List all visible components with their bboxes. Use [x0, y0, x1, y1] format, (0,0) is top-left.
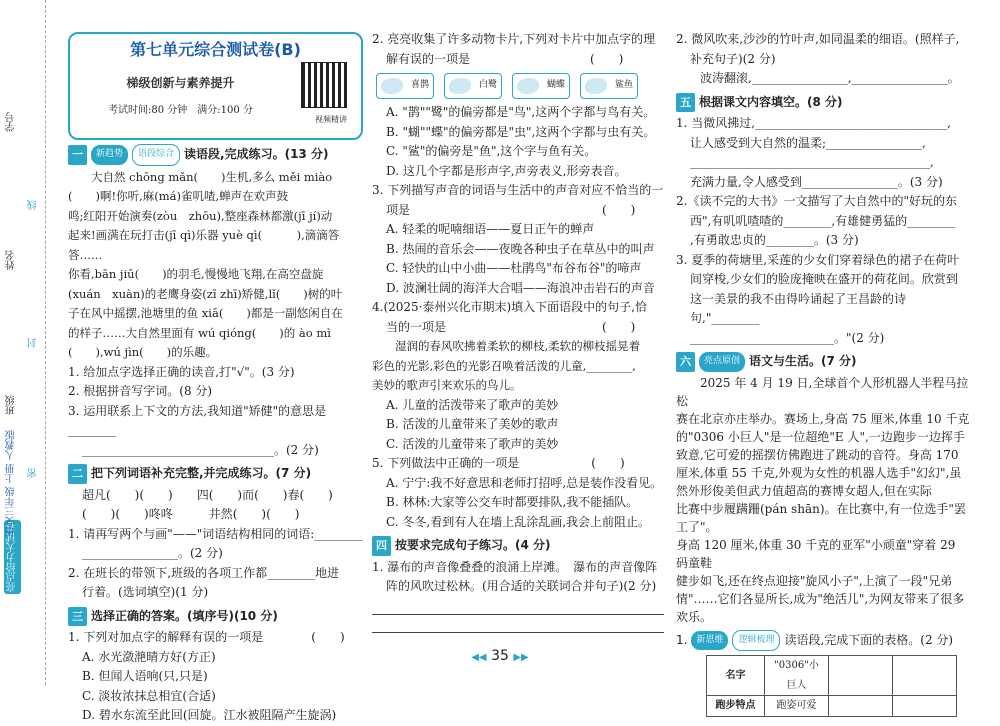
question[interactable]: ________________。(2 分)	[82, 546, 223, 560]
passage-line: ( )啊!你听,麻(má)雀叽喳,蝉声在欢声鼓	[68, 189, 289, 203]
section-title: 语文与生活。(7 分)	[749, 354, 857, 368]
test-header	[68, 32, 363, 140]
option[interactable]: C. 冬冬,看到有人在墙上乱涂乱画,我会上前阻止。	[386, 514, 651, 529]
answer-line[interactable]	[372, 601, 664, 615]
question: 项是 ( )	[386, 202, 636, 217]
option[interactable]: D. 碧水东流至此回(回旋。江水被阻隔产生旋涡)	[82, 708, 337, 722]
section-number: 二	[68, 464, 87, 484]
passage-line: 然外形俊美但武力值超高的赛博女超人,但在实际	[676, 483, 932, 498]
seal-line-label: 线	[28, 200, 39, 210]
column-1	[68, 30, 363, 726]
option[interactable]: B. 热闹的音乐会——夜晚各种虫子在草丛中的叫声	[386, 241, 655, 256]
option[interactable]: C. 活泼的儿童带来了歌声的美妙	[386, 436, 559, 451]
next-arrow-icon[interactable]: ▶▶	[513, 652, 529, 663]
answer-table	[706, 655, 957, 717]
question[interactable]: 西",有叽叽喳喳的________,有雄健勇猛的________	[690, 213, 956, 228]
card-shark	[580, 73, 638, 99]
animal-cards	[376, 73, 664, 99]
question: 1. 瀑布的声音像叠叠的浪涌上岸滩。 瀑布的声音像阵	[372, 559, 658, 574]
secret-label: 密	[28, 468, 39, 478]
passage-line: 情"……它们各显所长,成为"绝活儿",为网友带来了很多	[676, 591, 965, 606]
passage-line: (xuán xuàn)的老鹰身姿(zī zhī)矫健,lǐ( )树的叶	[68, 286, 343, 301]
card-label: 白鹭	[478, 80, 497, 91]
section-title: 根据课文内容填空。(8 分)	[699, 94, 843, 109]
table-header-feature: 跑步特点	[707, 696, 765, 717]
class-label: 班级	[6, 395, 17, 415]
question: 4.(2025·泰州兴化市期末)填入下面语段中的句子,恰	[372, 300, 647, 314]
seal-label: 封	[28, 338, 39, 348]
passage-line: 鸣;红阳开始演奏(zòu zhōu),整座森林都激(jī jí)动	[68, 208, 333, 223]
question: 3. 夏季的荷塘里,采莲的少女们穿着绿色的裙子在荷叶	[676, 252, 960, 267]
question: 阵的风吹过松林。(用合适的关联词合并句子)(2 分)	[386, 579, 657, 593]
question[interactable]: ________________________________。(2 分)	[82, 442, 319, 457]
option[interactable]: A. 宁宁:我不好意思和老师打招呼,总是装作没看见。	[386, 475, 663, 490]
card-label: 蝴蝶	[546, 80, 565, 91]
section-title: 把下列词语补充完整,并完成练习。(7 分)	[91, 466, 312, 480]
section-number: 六	[676, 352, 695, 372]
question[interactable]: 充满力量,令人感受到________________。(3 分)	[690, 174, 943, 189]
name-label: 姓名	[6, 250, 17, 270]
passage-line: ( ),wú jìn( )的乐趣。	[68, 345, 218, 359]
page-subtitle: 梯级创新与素养提升	[126, 75, 235, 90]
section-4-heading	[372, 536, 664, 556]
table-cell: 跑姿可爱	[765, 696, 829, 717]
shark-icon	[585, 78, 607, 94]
question[interactable]: ________________________________________,	[690, 155, 934, 169]
brand-label: 亮点给力大试卷	[4, 520, 21, 594]
section-number: 五	[676, 93, 695, 113]
option[interactable]: B. "蝴""蝶"的偏旁都是"虫",这两个字都与虫有关。	[386, 124, 656, 139]
question[interactable]: 1. 当微风拂过,________________________________,	[676, 116, 951, 130]
passage-line: 厘米,体重 55 千克,外观为女性的机器人选手"幻幻",虽	[676, 465, 962, 480]
section-number: 四	[372, 536, 391, 556]
passage-line: 起来!画满在玩打击(jī qì)乐器 yuè qì( ),滴滴答答……	[68, 228, 340, 262]
binding-strip	[0, 0, 46, 685]
option[interactable]: C. 淡妆浓抹总相宜(合适)	[82, 688, 216, 703]
card-magpie	[376, 73, 434, 99]
passage-line: 大自然 chōng mǎn( )生机,多么 měi miào	[91, 169, 333, 184]
question-text: 读语段,完成下面的表格。(2 分)	[784, 632, 954, 647]
page-number: 35	[491, 648, 509, 664]
option[interactable]: D. 这几个字都是形声字,声旁表义,形旁表音。	[386, 163, 627, 178]
card-egret	[444, 73, 502, 99]
question[interactable]: 让人感受到大自然的温柔;________________,	[690, 135, 926, 150]
page-footer	[0, 648, 1000, 664]
page-title: 第七单元综合测试卷(B)	[130, 40, 301, 59]
question[interactable]: 这一美景的我不由得吟诵起了王昌龄的诗句,"________	[690, 291, 907, 325]
option[interactable]: A. 水光潋滟晴方好(方正)	[82, 649, 216, 664]
section-title: 选择正确的答案。(填序号)(10 分)	[91, 608, 278, 623]
option[interactable]: A. 轻柔的呢喃细语——夏日正午的蝉声	[386, 222, 595, 236]
butterfly-icon	[517, 78, 539, 94]
egret-icon	[449, 78, 471, 94]
table-question: 1. 新思维 逻辑梳理 读语段,完成下面的表格。(2 分)	[676, 630, 971, 652]
passage-line: 比赛中步履蹒跚(pán shān)。在比赛中,有一位选手"罢工了"。	[676, 501, 966, 534]
question: 2. 微风吹来,沙沙的竹叶声,如同温柔的细语。(照样子,	[676, 32, 960, 46]
column-3	[676, 30, 971, 717]
option[interactable]: B. 但闻人语响(只,只是)	[82, 669, 208, 683]
table-header-name: 名字	[707, 656, 765, 696]
column-2	[372, 30, 664, 637]
question: 2. 根据拼音写字词。(8 分)	[68, 384, 213, 398]
passage-line: 子在风中摇摆,池塘里的鱼 xiā( )都是一副悠闲自在	[68, 306, 343, 320]
answer-line[interactable]	[372, 619, 664, 633]
section-title: 按要求完成句子练习。(4 分)	[395, 538, 551, 552]
question[interactable]: 2. 在班长的带领下,班级的各项工作都________地进	[68, 565, 340, 580]
question: 2. 亮亮收集了许多动物卡片,下列对卡片中加点字的理	[372, 32, 656, 46]
question: 行着。(选词填空)(1 分)	[82, 585, 209, 599]
passage-line: 你看,bān jiū( )的羽毛,慢慢地飞翔,在高空盘旋	[68, 267, 324, 281]
section-title: 读语段,完成练习。(13 分)	[184, 147, 329, 161]
question: 间穿梭,少女们的脸庞掩映在盛开的荷花间。欣赏到	[690, 272, 958, 286]
question: 3. 下列描写声音的词语与生活中的声音对应不恰当的一	[372, 183, 664, 197]
passage-line: 湿润的春风吹拂着柔软的柳枝,柔软的柳枝摇晃着	[395, 339, 641, 353]
question-tag: 新思维	[691, 631, 728, 651]
section-6-heading	[676, 352, 971, 372]
card-butterfly	[512, 73, 570, 99]
question: 解有误的一项是 ( )	[386, 51, 624, 66]
option[interactable]: B. 活泼的儿童带来了美妙的歌声	[386, 417, 559, 431]
qr-code-icon[interactable]	[301, 62, 347, 108]
table-cell-empty[interactable]	[893, 696, 957, 717]
option[interactable]: C. "鲨"的偏旁是"鱼",这个字与鱼有关。	[386, 144, 597, 158]
word-row[interactable]: 超凡( )( ) 四( )而( )春( )	[82, 487, 333, 502]
exam-meta: 考试时间:80 分钟 满分:100 分	[108, 105, 253, 116]
passage-line: 赛在北京亦庄举办。赛场上,身高 75 厘米,体重 10 千克	[676, 411, 970, 426]
question[interactable]: 波涛翻滚,________________,________________。	[700, 71, 960, 85]
card-label: 喜鹊	[410, 80, 429, 91]
book-label: 语文三年级 上册 人教版	[6, 430, 17, 537]
reading-passage	[676, 374, 971, 626]
option[interactable]: C. 轻快的山中小曲——杜鹃鸟"布谷布谷"的啼声	[386, 261, 642, 275]
option[interactable]: A. 儿童的活泼带来了歌声的美妙	[386, 397, 559, 412]
section-number: 一	[68, 145, 87, 165]
section-2-heading	[68, 464, 363, 484]
option[interactable]: D. 波澜壮阔的海洋大合唱——海浪冲击岩石的声音	[386, 280, 655, 295]
section-5-heading	[676, 93, 971, 113]
question-tag-2: 逻辑梳理	[732, 630, 780, 652]
option[interactable]: A. "鹊""鹭"的偏旁都是"鸟",这两个字都与鸟有关。	[386, 105, 656, 119]
passage-line: 欢乐。	[676, 609, 713, 624]
passage-line: 身高 120 厘米,体重 30 千克的亚军"小顽童"穿着 29 码童鞋	[676, 537, 956, 570]
table-cell: "0306"小巨人	[765, 656, 829, 696]
section-tag-2: 语段综合	[132, 144, 180, 166]
table-cell-empty[interactable]	[829, 696, 893, 717]
passage-line: 健步如飞,还在终点迎接"旋风小子",上演了一段"兄弟	[676, 573, 953, 588]
question[interactable]: 1. 请再写两个与画"——"词语结构相同的词语:________	[68, 526, 363, 541]
passage-line: 的样子……大自然里面有 wú qióng( )的 ào mì	[68, 325, 331, 340]
question: 1. 下列对加点字的解释有误的一项是 ( )	[68, 630, 345, 644]
question: 5. 下列做法中正确的一项是 ( )	[372, 456, 625, 470]
section-number: 三	[68, 607, 87, 627]
section-tag: 新趋势	[91, 145, 128, 165]
word-row[interactable]: ( )( )咚咚 井然( )( )	[82, 507, 300, 521]
passage-line: 致意,它可爱的摇摆仿佛跑进了跳动的音符。身高 170	[676, 447, 959, 462]
passage-line: 美妙的歌声引来欢乐的鸟儿。	[372, 378, 522, 392]
question: 当的一项是 ( )	[386, 319, 636, 334]
card-label: 鲨鱼	[614, 80, 633, 91]
question[interactable]: ,有勇敢忠贞的________。(3 分)	[690, 233, 859, 247]
question: 2.《读不完的大书》一文描写了大自然中的"好玩的东	[676, 194, 957, 208]
magpie-icon	[381, 78, 403, 94]
section-tag: 亮点原创	[699, 352, 745, 372]
passage-line: 彩色的光影,彩色的光影召唤着活泼的儿童,________,	[372, 358, 636, 373]
section-1-heading	[68, 144, 363, 166]
question[interactable]: ________________________。"(2 分)	[690, 330, 885, 345]
qr-caption: 视频精讲	[315, 115, 347, 124]
prev-arrow-icon[interactable]: ◀◀	[471, 652, 487, 663]
section-3-heading	[68, 607, 363, 627]
question: 1. 给加点字选择正确的读音,打"√"。(3 分)	[68, 364, 295, 379]
question[interactable]: 3. 运用联系上下文的方法,我知道"矫健"的意思是________	[68, 403, 327, 437]
passage-line: 的"0306 小巨人"是一位超绝"E 人",一边跑步一边挥手	[676, 429, 965, 444]
student-number-label: 学号	[6, 112, 17, 132]
passage-line: 2025 年 4 月 19 日,全球首个人形机器人半程马拉松	[676, 375, 969, 408]
option[interactable]: B. 林林:大家等公交车时都要排队,我不能插队。	[386, 495, 639, 509]
question: 补充句子)(2 分)	[690, 51, 776, 66]
